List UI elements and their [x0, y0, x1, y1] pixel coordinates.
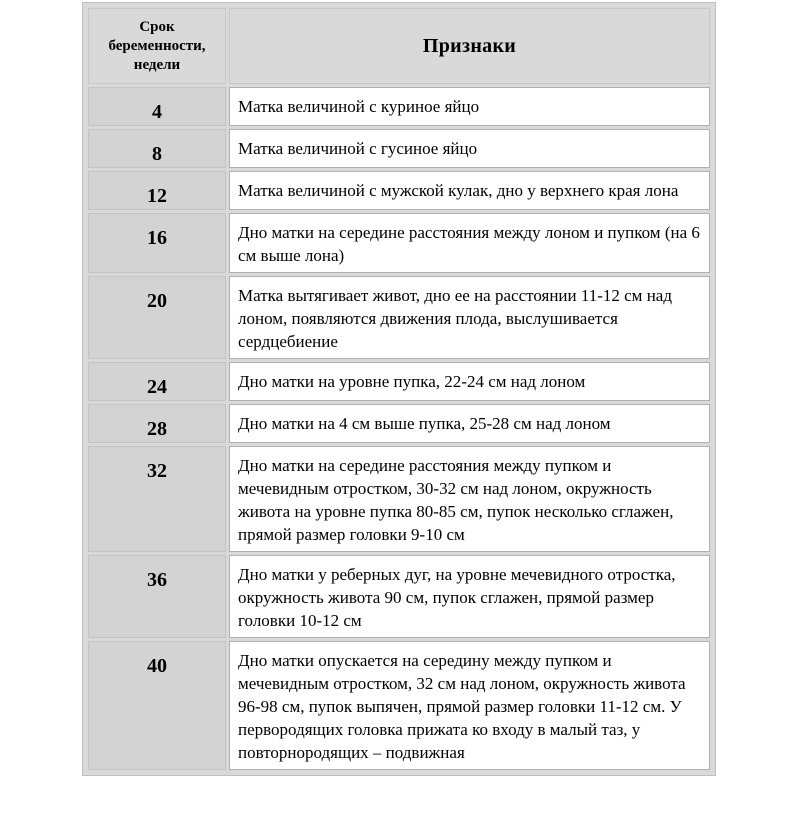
- table-row: [88, 129, 710, 168]
- header-signs: Признаки: [229, 8, 710, 84]
- signs-cell: Матка величиной с мужской кулак, дно у верхнего края лона: [229, 171, 710, 210]
- table-row: [88, 276, 710, 359]
- week-cell: 16: [88, 213, 226, 273]
- signs-cell: Дно матки на 4 см выше пупка, 25-28 см над лоном: [229, 404, 710, 443]
- table-row: [88, 87, 710, 126]
- week-cell: 28: [88, 404, 226, 443]
- signs-cell: Дно матки опускается на середину между пупком и мечевидным отростком, 32 см над лоном, окружность живота 96-98 см, пупок выпячен, прямой размер головки 11-12 см. У первородящих головка прижата ко входу в малый таз, у повторнородящих – подвижная: [229, 641, 710, 770]
- table-row: [88, 555, 710, 638]
- table-row: [88, 404, 710, 443]
- week-cell: 4: [88, 87, 226, 126]
- signs-cell: Дно матки на середине расстояния между пупком и мечевидным отростком, 30-32 см над лоном, окружность живота на уровне пупка 80-85 см, пупок несколько сглажен, прямой размер головки 9-10 см: [229, 446, 710, 552]
- header-row: [88, 8, 710, 84]
- signs-cell: Дно матки на середине расстояния между лоном и пупком (на 6 см выше лона): [229, 213, 710, 273]
- pregnancy-signs-table: [82, 2, 716, 776]
- signs-cell: Матка величиной с куриное яйцо: [229, 87, 710, 126]
- signs-cell: Дно матки на уровне пупка, 22-24 см над лоном: [229, 362, 710, 401]
- signs-cell: Матка вытягивает живот, дно ее на расстоянии 11-12 см над лоном, появляются движения плода, выслушивается сердцебиение: [229, 276, 710, 359]
- table-row: [88, 446, 710, 552]
- table-row: [88, 362, 710, 401]
- table-row: [88, 171, 710, 210]
- table-row: [88, 213, 710, 273]
- header-term: Срок беременности, недели: [88, 8, 226, 84]
- week-cell: 36: [88, 555, 226, 638]
- signs-cell: Дно матки у реберных дуг, на уровне мечевидного отростка, окружность живота 90 см, пупок сглажен, прямой размер головки 10-12 см: [229, 555, 710, 638]
- signs-cell: Матка величиной с гусиное яйцо: [229, 129, 710, 168]
- table: [85, 5, 713, 773]
- table-row: [88, 641, 710, 770]
- week-cell: 12: [88, 171, 226, 210]
- week-cell: 40: [88, 641, 226, 770]
- week-cell: 32: [88, 446, 226, 552]
- week-cell: 20: [88, 276, 226, 359]
- week-cell: 8: [88, 129, 226, 168]
- week-cell: 24: [88, 362, 226, 401]
